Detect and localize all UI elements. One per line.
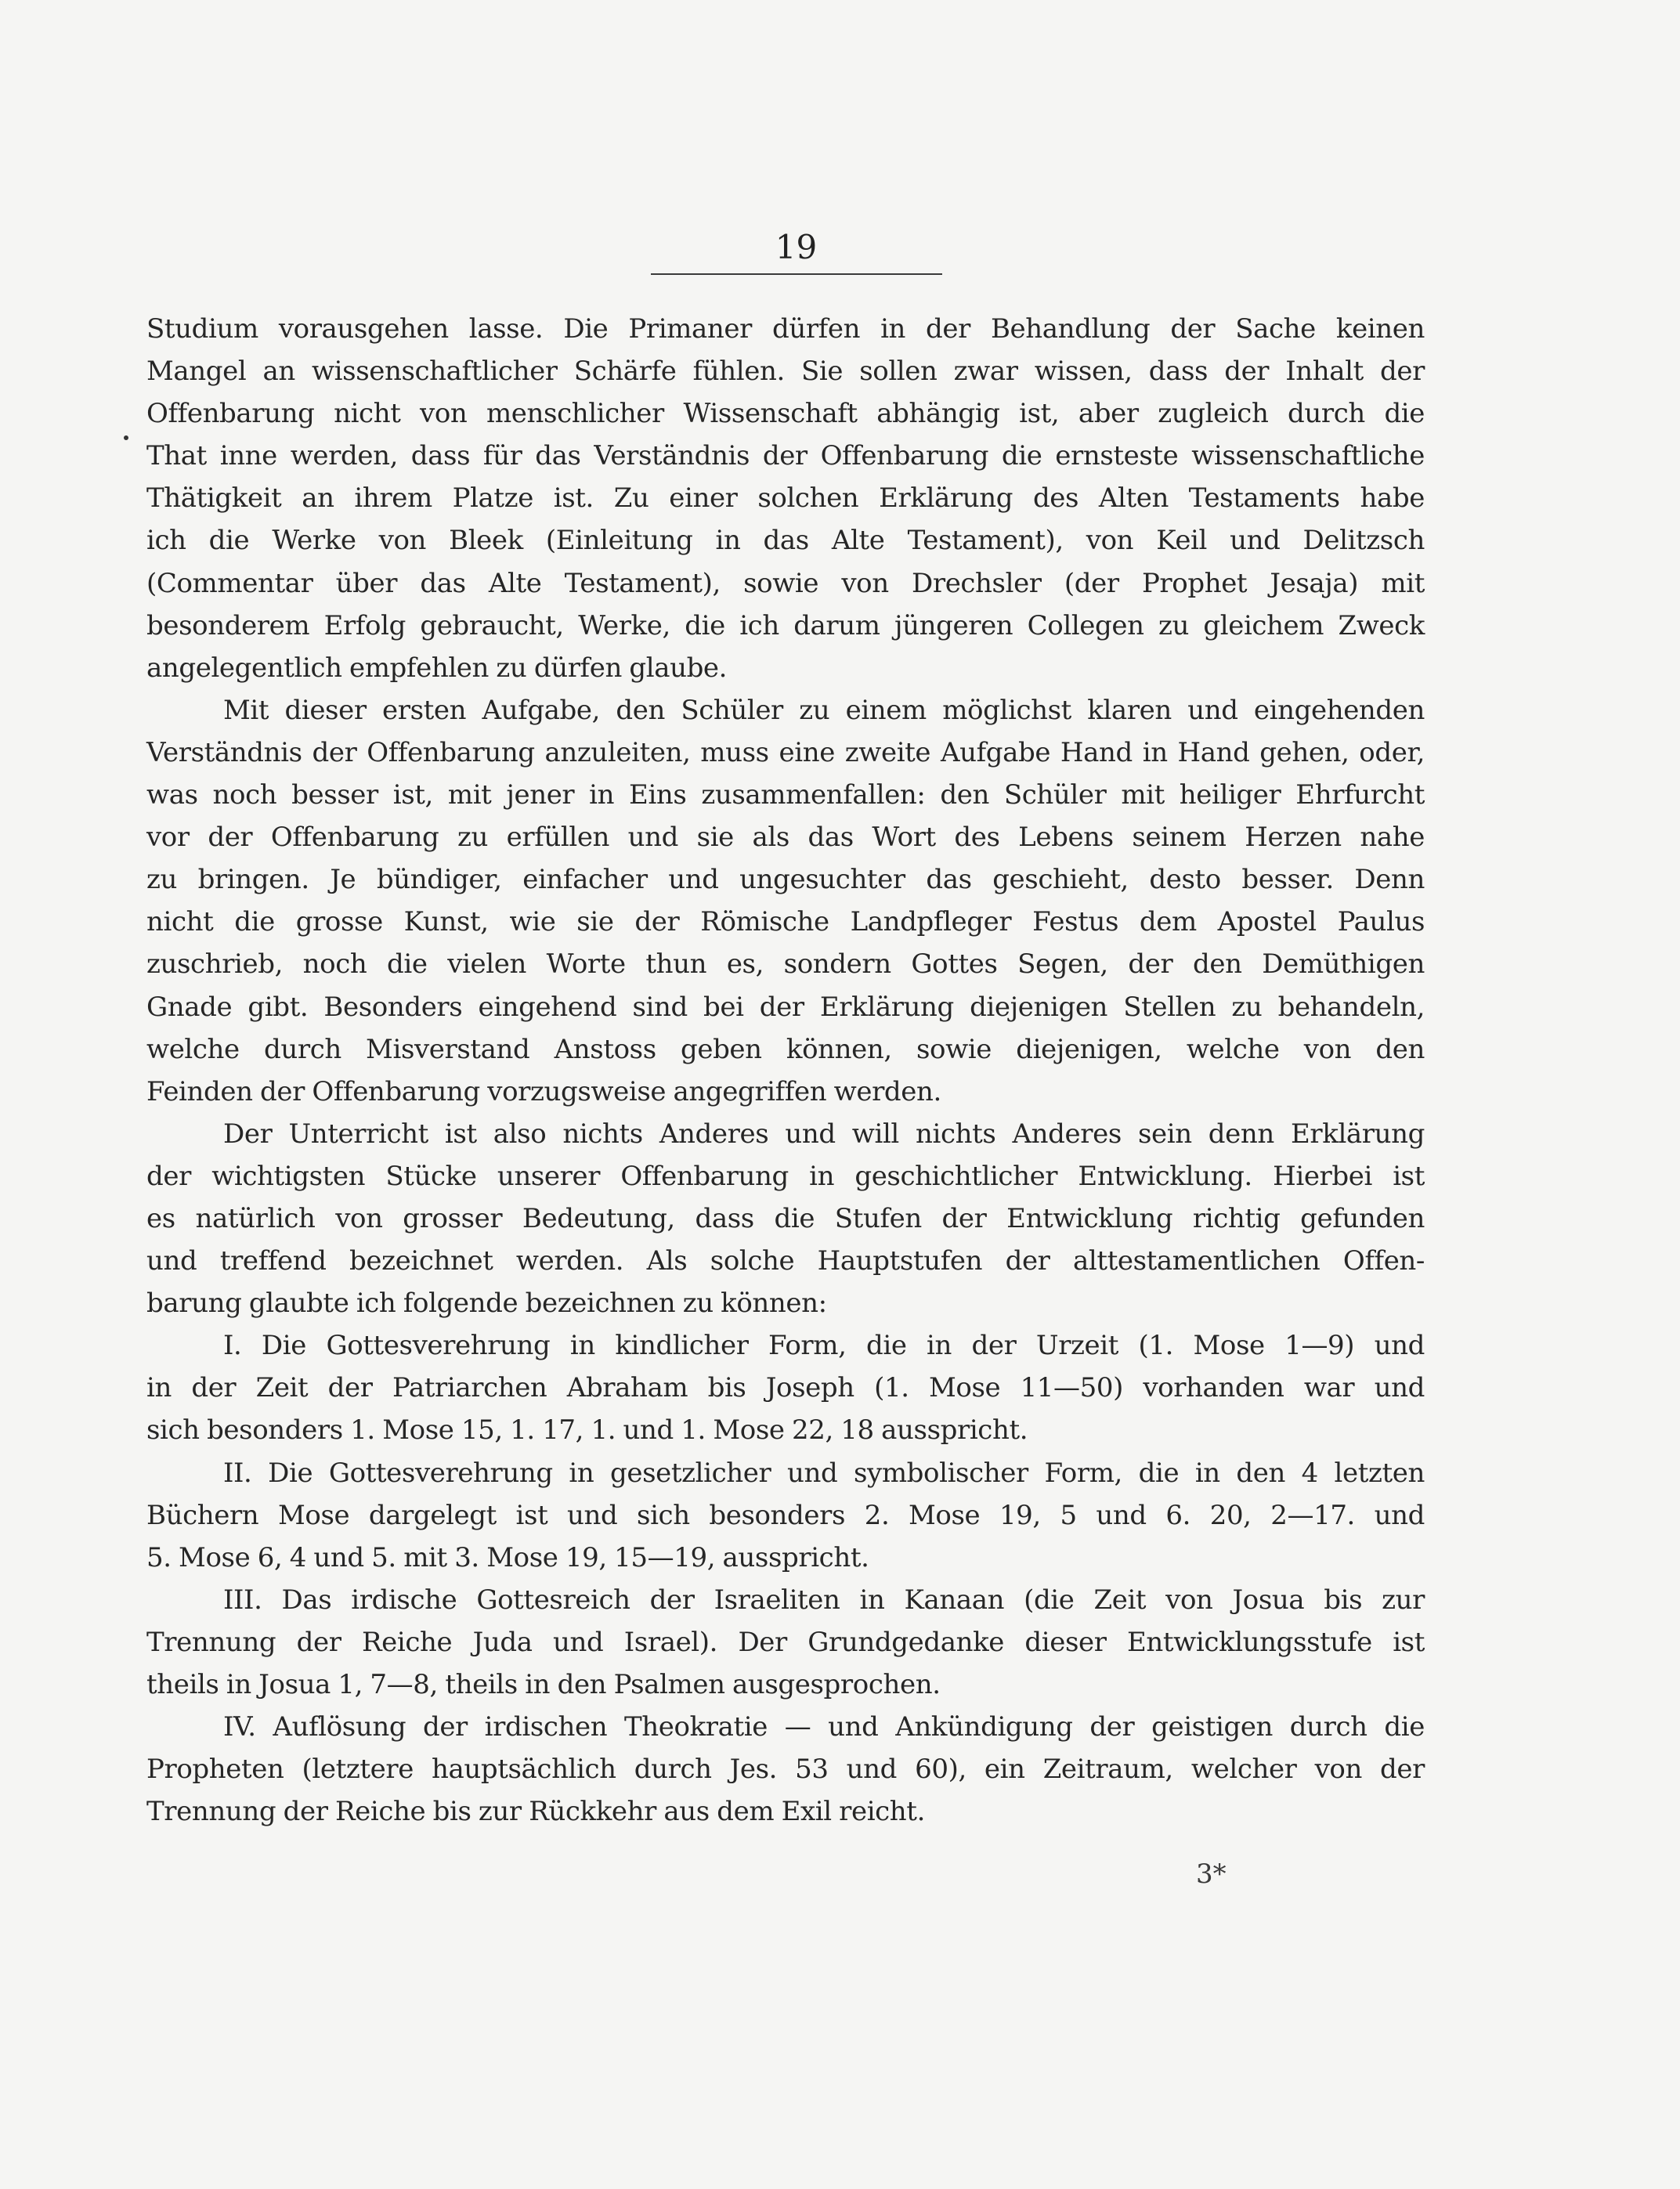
page-number: 19 — [775, 228, 818, 266]
text-line: Studium vorausgehen lasse. Die Primaner dürfen in der Behandlung der Sache keinen — [146, 313, 1425, 345]
text-line: Mangel an wissenschaftlicher Schärfe fühlen. Sie sollen zwar wissen, dass der Inhalt der — [146, 356, 1425, 388]
text-line: in der Zeit der Patriarchen Abraham bis Joseph (1. Mose 11—50) vorhanden war und — [146, 1372, 1425, 1404]
text-line: Gnade gibt. Besonders eingehend sind bei der Erklärung diejenigen Stellen zu behandeln, — [146, 991, 1425, 1023]
list-item-line: IV. Auflösung der irdischen Theokratie — und Ankündigung der geistigen durch die — [223, 1711, 1425, 1743]
list-item-line: III. Das irdische Gottesreich der Israeliten in Kanaan (die Zeit von Josua bis zur — [223, 1584, 1425, 1616]
text-line: theils in Josua 1, 7—8, theils in den Psalmen ausgesprochen. — [146, 1669, 941, 1700]
text-line: Propheten (letztere hauptsächlich durch Jes. 53 und 60), ein Zeitraum, welcher von der — [146, 1754, 1425, 1786]
text-line: ich die Werke von Bleek (Einleitung in das Alte Testament), von Keil und Delitzsch — [146, 525, 1425, 557]
text-line: besonderem Erfolg gebraucht, Werke, die ich darum jüngeren Collegen zu gleichem Zweck — [146, 609, 1425, 641]
text-line: That inne werden, dass für das Verständnis der Offenbarung die ernsteste wissenschaftliche — [146, 440, 1425, 472]
text-line: vor der Offenbarung zu erfüllen und sie als das Wort des Lebens seinem Herzen nahe — [146, 822, 1425, 854]
text-line: barung glaubte ich folgende bezeichnen zu können: — [146, 1288, 827, 1320]
text-line: was noch besser ist, mit jener in Eins zusammenfallen: den Schüler mit heiliger Ehrfurcht — [146, 779, 1425, 811]
text-line: der wichtigsten Stücke unserer Offenbarung in geschichtlicher Entwicklung. Hierbei ist — [146, 1160, 1425, 1192]
paragraph-start-line: Mit dieser ersten Aufgabe, den Schüler zu einem möglichst klaren und eingehenden — [223, 694, 1425, 726]
text-line: Büchern Mose dargelegt ist und sich besonders 2. Mose 19, 5 und 6. 20, 2—17. und — [146, 1499, 1425, 1531]
body-text — [146, 308, 1425, 1833]
margin-mark — [124, 435, 128, 440]
text-line: Trennung der Reiche Juda und Israel). Der Grundgedanke dieser Entwicklungsstufe ist — [146, 1626, 1425, 1658]
text-line: welche durch Misverstand Anstoss geben können, sowie diejenigen, welche von den — [146, 1033, 1425, 1065]
list-item-line: II. Die Gottesverehrung in gesetzlicher und symbolischer Form, die in den 4 letzten — [223, 1457, 1425, 1489]
text-line: angelegentlich empfehlen zu dürfen glaube. — [146, 652, 728, 684]
list-item-line: I. Die Gottesverehrung in kindlicher Form, die in der Urzeit (1. Mose 1—9) und — [223, 1330, 1425, 1362]
text-line: Verständnis der Offenbarung anzuleiten, muss eine zweite Aufgabe Hand in Hand gehen, oder, — [146, 736, 1425, 768]
text-line: Offenbarung nicht von menschlicher Wissenschaft abhängig ist, aber zugleich durch die — [146, 398, 1425, 430]
paragraph-start-line: Der Unterricht ist also nichts Anderes und will nichts Anderes sein denn Erklärung — [223, 1118, 1425, 1150]
text-line: zuschrieb, noch die vielen Worte thun es, sondern Gottes Segen, der den Demüthigen — [146, 948, 1425, 981]
sheet-signature: 3* — [1196, 1858, 1227, 1890]
text-line: (Commentar über das Alte Testament), sowie von Drechsler (der Prophet Jesaja) mit — [146, 567, 1425, 599]
text-line: Feinden der Offenbarung vorzugsweise angegriffen werden. — [146, 1075, 941, 1107]
text-line: Thätigkeit an ihrem Platze ist. Zu einer solchen Erklärung des Alten Testaments habe — [146, 482, 1425, 515]
text-line: Trennung der Reiche bis zur Rückkehr aus dem Exil reicht. — [146, 1796, 925, 1828]
text-line: es natürlich von grosser Bedeutung, dass die Stufen der Entwicklung richtig gefunden — [146, 1202, 1425, 1234]
text-line: nicht die grosse Kunst, wie sie der Römische Landpfleger Festus dem Apostel Paulus — [146, 906, 1425, 938]
text-line: 5. Mose 6, 4 und 5. mit 3. Mose 19, 15—19, ausspricht. — [146, 1541, 869, 1573]
text-line: und treffend bezeichnet werden. Als solche Hauptstufen der alttestamentlichen Offen- — [146, 1245, 1425, 1277]
text-line: zu bringen. Je bündiger, einfacher und ungesuchter das geschieht, desto besser. Denn — [146, 864, 1425, 896]
text-line: sich besonders 1. Mose 15, 1. 17, 1. und 1. Mose 22, 18 ausspricht. — [146, 1414, 1028, 1447]
header-rule — [651, 273, 942, 275]
